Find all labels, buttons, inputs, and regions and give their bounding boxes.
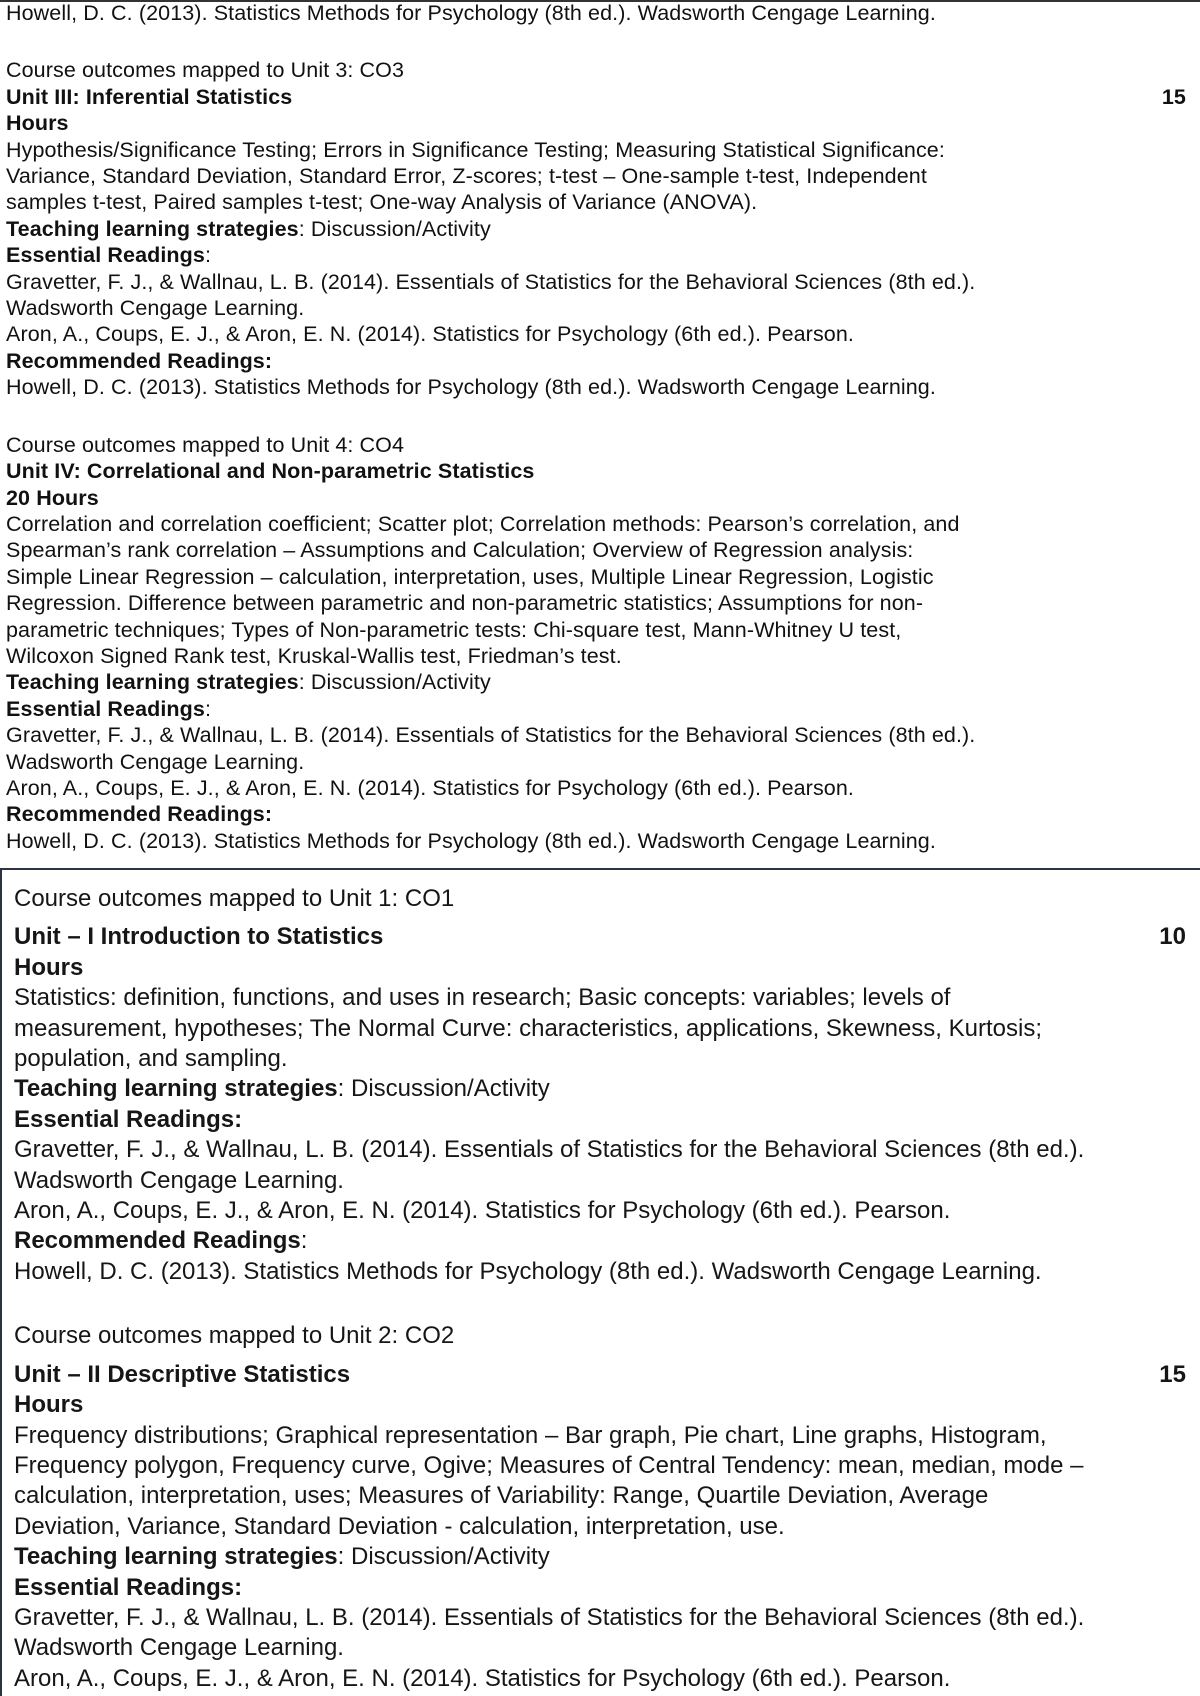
recommended-reading: Howell, D. C. (2013). Statistics Methods for Psychology (8th ed.). Wadsworth Cengage Learning. — [6, 828, 936, 853]
unit-hours-value: 15 — [1161, 84, 1186, 109]
unit-content-line: Simple Linear Regression – calculation, interpretation, uses, Multiple Linear Regression, Logistic — [6, 564, 934, 589]
essential-reading: Aron, A., Coups, E. J., & Aron, E. N. (2014). Statistics for Psychology (6th ed.). Pearson. — [14, 1197, 951, 1225]
essential-reading: Aron, A., Coups, E. J., & Aron, E. N. (2014). Statistics for Psychology (6th ed.). Pearson. — [14, 1664, 951, 1692]
unit-content-line: Variance, Standard Deviation, Standard Error, Z-scores; t-test – One-sample t-test, Independent — [6, 164, 927, 189]
strategies-value: : Discussion/Activity — [298, 670, 491, 695]
essential-reading: Aron, A., Coups, E. J., & Aron, E. N. (2014). Statistics for Psychology (6th ed.). Pearson. — [6, 322, 854, 347]
unit-content-line: Frequency distributions; Graphical representation – Bar graph, Pie chart, Line graphs, Histogram, — [14, 1421, 1047, 1449]
unit-title: Unit III: Inferential Statistics — [6, 84, 293, 109]
essential-readings-heading: Essential Readings: — [14, 1105, 243, 1133]
unit-hours-label: Hours — [6, 111, 69, 136]
essential-suffix: : — [204, 696, 212, 721]
essential-label: Essential Readings — [6, 696, 205, 721]
essential-reading: Wadsworth Cengage Learning. — [6, 296, 305, 321]
teaching-strategies — [14, 1542, 1200, 1572]
unit-hours-value: 10 — [1159, 923, 1186, 951]
teaching-strategies — [14, 1074, 1200, 1104]
essential-reading: Gravetter, F. J., & Wallnau, L. B. (2014). Essentials of Statistics for the Behavioral Sciences (8th ed.). — [6, 723, 976, 748]
unit-title-row — [14, 922, 1200, 952]
teaching-strategies — [6, 216, 1200, 242]
recommended-readings-heading: Recommended Readings: — [6, 802, 273, 827]
recommended-readings-heading — [14, 1226, 1200, 1256]
course-outcomes: Course outcomes mapped to Unit 2: CO2 — [14, 1322, 455, 1350]
carryover-reference: Howell, D. C. (2013). Statistics Methods for Psychology (8th ed.). Wadsworth Cengage Learning. — [6, 1, 936, 25]
unit-content-line: Regression. Difference between parametric and non-parametric statistics; Assumptions for non- — [6, 591, 924, 616]
recommended-label: Recommended Readings — [14, 1227, 301, 1255]
unit-hours: 20 Hours — [6, 485, 99, 510]
essential-readings-heading — [6, 242, 1200, 268]
strategies-value: : Discussion/Activity — [337, 1075, 550, 1103]
unit-content-line: Spearman’s rank correlation – Assumptions and Calculation; Overview of Regression analysis: — [6, 538, 914, 563]
course-outcomes: Course outcomes mapped to Unit 1: CO1 — [14, 885, 455, 912]
strategies-value: : Discussion/Activity — [337, 1543, 550, 1571]
unit-content-line: Hypothesis/Significance Testing; Errors in Significance Testing; Measuring Statistical Significance: — [6, 137, 945, 162]
essential-reading: Aron, A., Coups, E. J., & Aron, E. N. (2014). Statistics for Psychology (6th ed.). Pearson. — [6, 775, 854, 800]
unit-title: Unit – I Introduction to Statistics — [14, 923, 384, 951]
course-outcomes: Course outcomes mapped to Unit 3: CO3 — [6, 58, 405, 83]
essential-readings-heading — [6, 696, 1200, 722]
strategies-value: : Discussion/Activity — [298, 216, 491, 241]
strategies-label: Teaching learning strategies — [14, 1543, 338, 1571]
unit-content-line: samples t-test, Paired samples t-test; One-way Analysis of Variance (ANOVA). — [6, 190, 758, 215]
essential-reading: Gravetter, F. J., & Wallnau, L. B. (2014). Essentials of Statistics for the Behavioral Sciences (8th ed.). — [6, 269, 976, 294]
recommended-reading: Howell, D. C. (2013). Statistics Methods for Psychology (8th ed.). Wadsworth Cengage Learning. — [14, 1257, 1042, 1285]
unit-content-line: Deviation, Variance, Standard Deviation - calculation, interpretation, use. — [14, 1512, 785, 1540]
unit-content-line: Wilcoxon Signed Rank test, Kruskal-Wallis test, Friedman’s test. — [6, 643, 622, 668]
recommended-readings-heading: Recommended Readings: — [6, 348, 273, 373]
unit-1-section — [14, 884, 1200, 1287]
unit-title: Unit IV: Correlational and Non-parametric Statistics — [6, 459, 535, 484]
essential-reading: Gravetter, F. J., & Wallnau, L. B. (2014). Essentials of Statistics for the Behavioral Sciences (8th ed.). — [14, 1136, 1085, 1164]
unit-content-line: population, and sampling. — [14, 1045, 288, 1073]
unit-hours-value: 15 — [1159, 1360, 1186, 1388]
course-outcomes: Course outcomes mapped to Unit 4: CO4 — [6, 432, 405, 457]
unit-content-line: Frequency polygon, Frequency curve, Ogive; Measures of Central Tendency: mean, median, mode – — [14, 1451, 1084, 1479]
essential-reading: Wadsworth Cengage Learning. — [14, 1634, 344, 1662]
unit-content-line: Statistics: definition, functions, and uses in research; Basic concepts: variables; levels of — [14, 984, 951, 1012]
essential-reading: Wadsworth Cengage Learning. — [14, 1166, 344, 1194]
unit-hours-label: Hours — [14, 1391, 84, 1419]
unit-4-section — [6, 432, 1200, 855]
unit-content-line: calculation, interpretation, uses; Measures of Variability: Range, Quartile Deviation, Average — [14, 1482, 989, 1510]
essential-label: Essential Readings — [6, 243, 205, 268]
unit-hours-label: Hours — [14, 953, 84, 981]
teaching-strategies — [6, 669, 1200, 695]
unit-3-section — [6, 57, 1200, 400]
essential-reading: Wadsworth Cengage Learning. — [6, 749, 305, 774]
strategies-label: Teaching learning strategies — [6, 216, 299, 241]
unit-2-section — [14, 1321, 1200, 1694]
essential-reading: Gravetter, F. J., & Wallnau, L. B. (2014). Essentials of Statistics for the Behavioral Sciences (8th ed.). — [14, 1603, 1085, 1631]
unit-content-line: measurement, hypotheses; The Normal Curve: characteristics, applications, Skewness, Kurtosis; — [14, 1014, 1042, 1042]
strategies-label: Teaching learning strategies — [6, 670, 299, 695]
essential-suffix: : — [204, 243, 212, 268]
unit-title: Unit – II Descriptive Statistics — [14, 1360, 351, 1388]
recommended-suffix: : — [300, 1227, 308, 1255]
lower-fragment — [0, 868, 1200, 1696]
strategies-label: Teaching learning strategies — [14, 1075, 338, 1103]
unit-content-line: parametric techniques; Types of Non-parametric tests: Chi-square test, Mann-Whitney U test, — [6, 617, 902, 642]
recommended-reading: Howell, D. C. (2013). Statistics Methods for Psychology (8th ed.). Wadsworth Cengage Learning. — [6, 375, 936, 400]
unit-title-row — [6, 84, 1200, 110]
unit-content-line: Correlation and correlation coefficient; Scatter plot; Correlation methods: Pearson’s correlation, and — [6, 511, 960, 536]
unit-title-row — [14, 1360, 1200, 1390]
essential-readings-heading: Essential Readings: — [14, 1573, 243, 1601]
